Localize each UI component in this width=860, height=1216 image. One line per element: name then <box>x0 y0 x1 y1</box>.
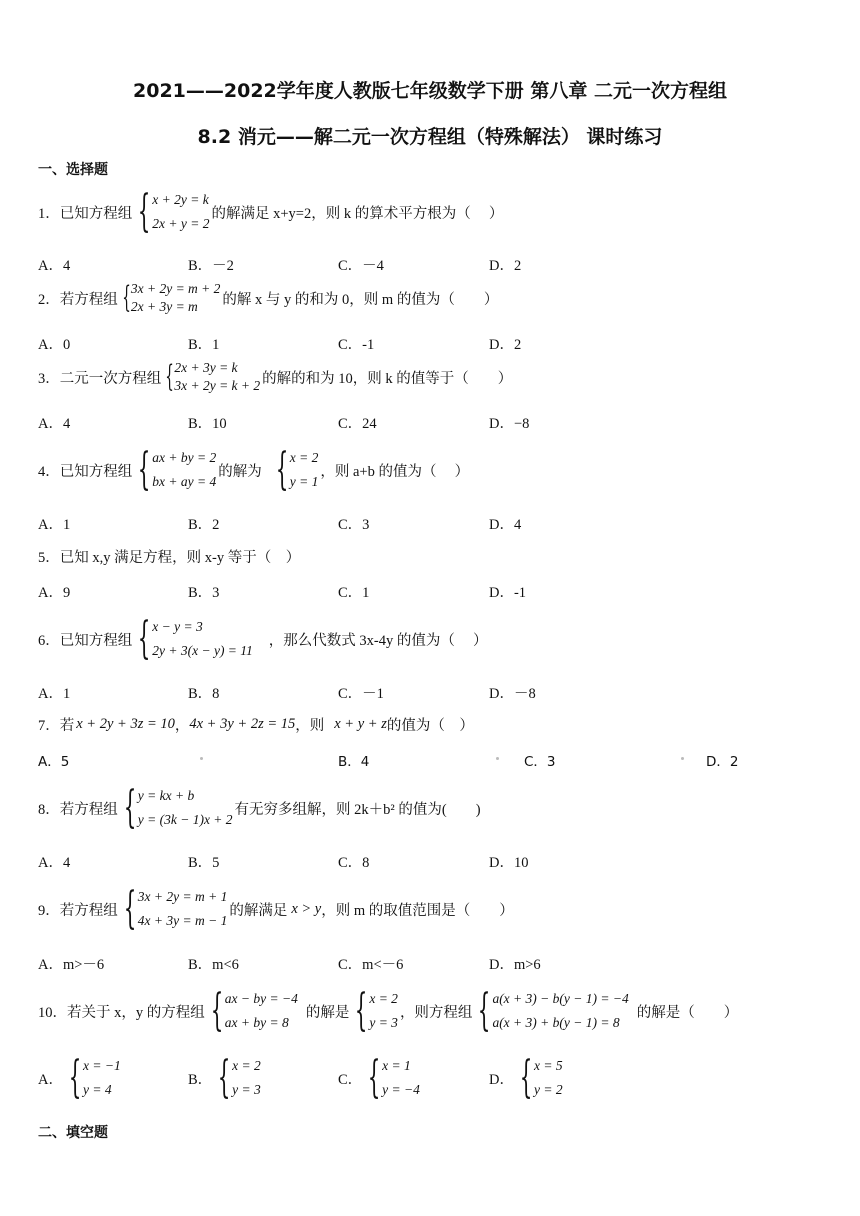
question-9-tail: ，则 m 的取值范围是（ ） <box>321 902 514 919</box>
option-d[interactable]: D．m>6 <box>489 957 541 973</box>
option-c-label: C． <box>338 1071 363 1088</box>
equation: bx + ay = 4 <box>152 474 217 489</box>
question-10-mid: 的解是 <box>305 1004 350 1021</box>
option-b[interactable]: B．1 <box>188 337 220 353</box>
option-a[interactable]: A．4 <box>38 258 71 274</box>
brace-icon: { <box>367 1052 381 1103</box>
option-b[interactable]: B．3 <box>188 585 220 601</box>
equation: x + 2y = k <box>152 192 209 207</box>
option-system <box>364 1054 420 1102</box>
equation: ax − by = −4 <box>224 991 298 1006</box>
brace-icon: { <box>165 359 175 394</box>
equation: 3x + 2y = k + 2 <box>174 378 261 393</box>
option-a[interactable]: A．1 <box>38 517 71 533</box>
question-5 <box>38 546 300 567</box>
option-b[interactable]: B．－2 <box>188 258 234 274</box>
question-10 <box>38 987 738 1035</box>
brace-icon: { <box>478 985 491 1036</box>
solution-system <box>272 446 319 494</box>
option-a-label: A． <box>38 1071 63 1088</box>
option-d[interactable]: D．2 <box>706 754 739 770</box>
document-subtitle: 8.2 消元——解二元一次方程组（特殊解法） 课时练习 <box>197 126 663 148</box>
equation-system <box>163 359 260 395</box>
question-7-stem: 7．若 <box>38 718 75 734</box>
equation: y = 3 <box>369 1015 398 1030</box>
option-d[interactable]: D．−8 <box>489 416 530 432</box>
question-7-tail: 的值为（ ） <box>386 718 474 734</box>
brace-icon: { <box>123 883 137 934</box>
equation: a(x + 3) + b(y − 1) = 8 <box>492 1015 620 1030</box>
question-9 <box>38 885 514 933</box>
question-4-stem: 4．已知方程组 <box>38 463 133 480</box>
brace-icon: { <box>275 444 289 495</box>
question-10-tail: 的解是（ ） <box>636 1004 739 1021</box>
option-c[interactable] <box>338 1054 422 1102</box>
option-a[interactable]: A．1 <box>38 686 71 702</box>
equation: x − y = 3 <box>152 619 203 634</box>
option-d[interactable]: D．－8 <box>489 686 536 702</box>
option-c[interactable]: C．－1 <box>338 686 384 702</box>
option-b[interactable] <box>188 1054 263 1102</box>
equation: x = 2 <box>369 991 398 1006</box>
option-c[interactable]: C．3 <box>338 517 370 533</box>
section-heading-choice: 一、选择题 <box>38 162 108 178</box>
equation: ax + by = 2 <box>152 450 217 465</box>
question-2 <box>38 280 498 316</box>
brace-icon: { <box>123 782 137 833</box>
question-2-stem: 2．若方程组 <box>38 291 118 308</box>
expression: x + y + z <box>334 716 387 732</box>
solution-system <box>351 987 398 1035</box>
equation: y = 4 <box>82 1082 112 1097</box>
equation: 2x + 3y = k <box>174 360 238 375</box>
option-a[interactable]: A．0 <box>38 337 71 353</box>
dot-marker <box>681 757 684 760</box>
question-10-mid2: ，则方程组 <box>399 1004 473 1021</box>
option-d-label: D． <box>489 1071 514 1088</box>
equation-system <box>120 885 228 933</box>
equation-system <box>120 784 233 832</box>
brace-icon: { <box>355 985 368 1036</box>
question-6-tail: ，那么代数式 3x-4y 的值为（ ） <box>268 632 488 649</box>
equation: 3x + 2y = m + 1 <box>137 889 228 904</box>
option-d[interactable]: D．10 <box>489 855 529 871</box>
equation: 2x + 3y = m <box>130 299 198 314</box>
option-d[interactable]: D．2 <box>489 337 522 353</box>
question-2-tail: 的解 x 与 y 的和为 0，则 m 的值为（ ） <box>222 291 499 308</box>
option-a[interactable]: A．m>－6 <box>38 957 105 973</box>
option-a[interactable]: A．9 <box>38 585 71 601</box>
question-9-mid: 的解满足 <box>229 902 288 919</box>
option-d[interactable]: D．2 <box>489 258 522 274</box>
separator: ， <box>174 718 190 734</box>
equation-system <box>207 987 298 1035</box>
equation: y = −4 <box>382 1082 420 1097</box>
option-c[interactable]: C．1 <box>338 585 370 601</box>
equation: x = 1 <box>382 1058 411 1073</box>
equation-system <box>134 615 253 663</box>
inequality: x > y <box>291 900 322 917</box>
question-4 <box>38 446 469 494</box>
option-a[interactable]: A．4 <box>38 855 71 871</box>
question-1-tail: 的解满足 x+y=2，则 k 的算术平方根为（ ） <box>211 205 504 222</box>
brace-icon: { <box>137 444 151 495</box>
question-5-stem: 5．已知 x,y 满足方程，则 x-y 等于（ ） <box>38 550 301 566</box>
brace-icon: { <box>68 1052 82 1103</box>
dot-marker <box>200 757 203 760</box>
brace-icon: { <box>519 1052 533 1103</box>
option-b[interactable]: B．8 <box>188 686 220 702</box>
option-d[interactable]: D．4 <box>489 517 522 533</box>
question-7-mid: ，则 <box>295 718 325 734</box>
option-d[interactable]: D．-1 <box>489 585 527 601</box>
equation-system <box>134 188 209 236</box>
brace-icon: { <box>217 1052 231 1103</box>
question-4-tail: ，则 a+b 的值为（ ） <box>320 463 470 480</box>
equation: x + 2y + 3z = 10 <box>76 716 175 732</box>
equation-system <box>474 987 628 1035</box>
brace-icon: { <box>210 985 224 1036</box>
brace-icon: { <box>122 280 131 315</box>
equation: x = 5 <box>533 1058 563 1073</box>
option-b[interactable]: B．4 <box>338 754 370 770</box>
question-10-stem: 10．若关于 x，y 的方程组 <box>38 1004 205 1021</box>
equation: y = 2 <box>533 1082 563 1097</box>
option-system <box>516 1054 563 1102</box>
question-8 <box>38 784 481 832</box>
option-c[interactable]: C．m<－6 <box>338 957 404 973</box>
question-6-stem: 6．已知方程组 <box>38 632 133 649</box>
equation-system <box>120 280 221 316</box>
option-b-label: B． <box>188 1071 213 1088</box>
equation: 2x + y = 2 <box>152 216 210 231</box>
option-b[interactable]: B．m<6 <box>188 957 239 973</box>
brace-icon: { <box>137 186 151 237</box>
equation: 4x + 3y + 2z = 15 <box>189 716 296 732</box>
equation: x = 2 <box>232 1058 261 1073</box>
question-9-stem: 9．若方程组 <box>38 902 118 919</box>
equation: x = −1 <box>82 1058 121 1073</box>
dot-marker <box>496 757 499 760</box>
option-a[interactable]: A．4 <box>38 416 71 432</box>
brace-icon: { <box>137 613 151 664</box>
equation: a(x + 3) − b(y − 1) = −4 <box>492 991 629 1006</box>
option-b[interactable]: B．2 <box>188 517 220 533</box>
question-1-stem: 1．已知方程组 <box>38 205 133 222</box>
question-4-mid: 的解为 <box>218 463 262 480</box>
equation: y = (3k − 1)x + 2 <box>137 812 233 827</box>
equation: y = 3 <box>232 1082 261 1097</box>
equation: 3x + 2y = m + 2 <box>130 281 221 296</box>
question-3 <box>38 359 512 395</box>
option-b[interactable]: B．5 <box>188 855 220 871</box>
option-c[interactable]: C．3 <box>524 754 556 770</box>
question-3-tail: 的解的和为 10，则 k 的值等于（ ） <box>262 370 513 387</box>
option-b[interactable]: B．10 <box>188 416 227 432</box>
equation: y = 1 <box>289 474 319 489</box>
question-8-tail: 有无穷多组解，则 2k＋b² 的值为( ) <box>234 801 481 818</box>
question-8-stem: 8．若方程组 <box>38 801 118 818</box>
option-c[interactable]: C．-1 <box>338 337 375 353</box>
option-system <box>214 1054 261 1102</box>
equation: 4x + 3y = m − 1 <box>137 913 228 928</box>
question-6 <box>38 615 488 663</box>
option-a[interactable]: A．5 <box>38 754 70 770</box>
equation: y = kx + b <box>137 788 195 803</box>
option-c[interactable]: C．－4 <box>338 258 384 274</box>
question-1 <box>38 188 503 236</box>
option-system <box>65 1054 121 1102</box>
document-title: 2021——2022学年度人教版七年级数学下册 第八章 二元一次方程组 <box>133 80 727 102</box>
equation: 2y + 3(x − y) = 11 <box>152 643 253 658</box>
option-c[interactable]: C．8 <box>338 855 370 871</box>
equation-system <box>134 446 216 494</box>
option-a[interactable] <box>38 1054 123 1102</box>
option-c[interactable]: C．24 <box>338 416 377 432</box>
equation: ax + by = 8 <box>224 1015 289 1030</box>
question-3-stem: 3．二元一次方程组 <box>38 370 162 387</box>
option-d[interactable] <box>489 1054 565 1102</box>
equation: x = 2 <box>289 450 319 465</box>
section-heading-fill: 二、填空题 <box>38 1125 108 1141</box>
question-7 <box>38 714 474 735</box>
